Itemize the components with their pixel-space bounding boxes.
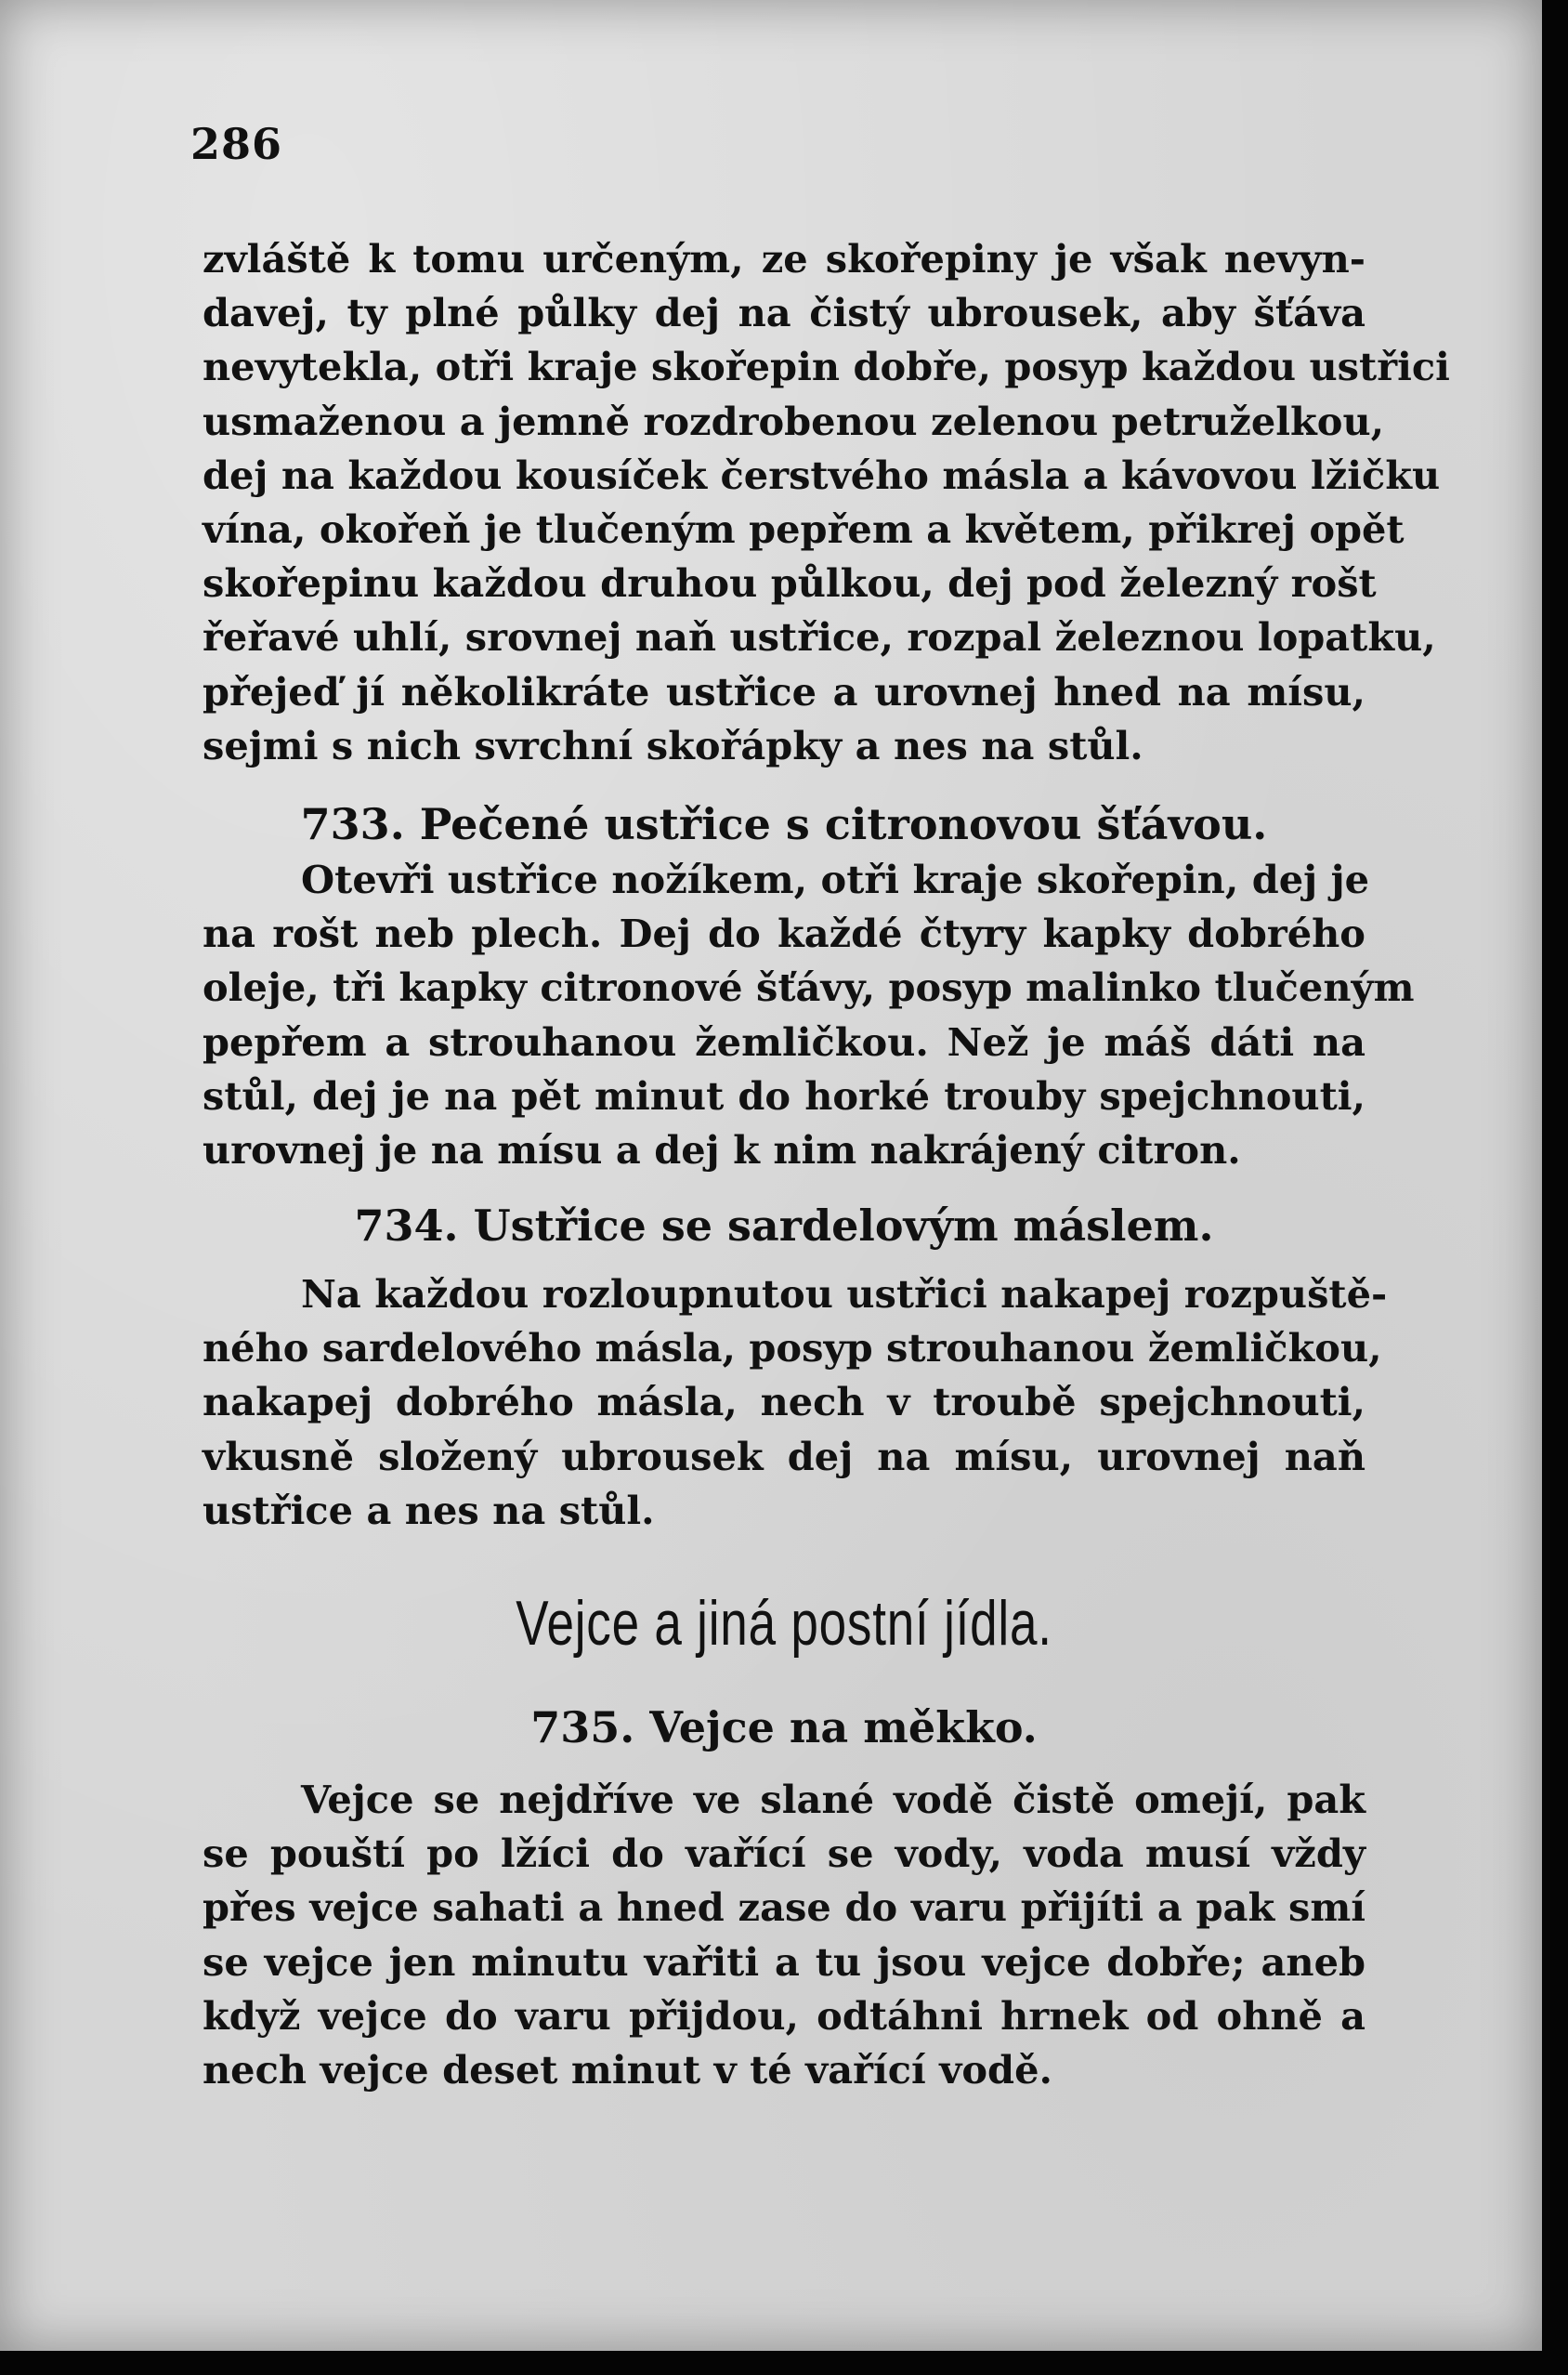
text-line: Otevři ustřice nožíkem, otři kraje skořepin, dej je xyxy=(301,857,1370,902)
text-line: sejmi s nich svrchní skořápky a nes na stůl. xyxy=(203,722,1143,768)
text-line: ného sardelového másla, posyp strouhanou žemličkou, xyxy=(203,1325,1382,1371)
text-line: řeřavé uhlí, srovnej naň ustřice, rozpal železnou lopatku, xyxy=(203,614,1436,661)
page-number: 286 xyxy=(190,119,283,169)
text-line: se vejce jen minutu vařiti a tu jsou vejce dobře; aneb xyxy=(203,1938,1365,1985)
recipe-735-paragraph xyxy=(203,1773,1365,2097)
text-line: davej, ty plné půlky dej na čistý ubrousek, aby šťáva xyxy=(203,290,1365,336)
recipe-735-heading: 735. Vejce na měkko. xyxy=(530,1702,1038,1752)
text-line: nech vejce deset minut v té vařící vodě. xyxy=(203,2047,1052,2093)
text-line: skořepinu každou druhou půlkou, dej pod železný rošt xyxy=(203,560,1377,607)
text-line: urovnej je na mísu a dej k nim nakrájený citron. xyxy=(203,1127,1241,1174)
text-line: se pouští po lžíci do vařící se vody, voda musí vždy xyxy=(203,1830,1365,1877)
intro-paragraph xyxy=(203,232,1450,773)
recipe-734-paragraph xyxy=(203,1267,1388,1538)
text-line: zvláště k tomu určeným, ze skořepiny je však nevyn- xyxy=(203,236,1365,282)
text-line: přes vejce sahati a hned zase do varu přijíti a pak smí xyxy=(203,1884,1365,1931)
scan-border-right xyxy=(1542,0,1568,2375)
recipe-733-paragraph xyxy=(203,853,1415,1177)
text-line: Na každou rozloupnutou ustřici nakapej rozpuště- xyxy=(301,1271,1388,1317)
text-line: přejeď jí několikráte ustřice a urovnej hned na mísu, xyxy=(203,668,1365,715)
text-line: nevytekla, otři kraje skořepin dobře, posyp každou ustřici xyxy=(203,344,1450,390)
text-line: usmaženou a jemně rozdrobenou zelenou petruželkou, xyxy=(203,398,1385,444)
recipe-733-heading: 733. Pečené ustřice s citronovou šťávou. xyxy=(300,799,1268,849)
text-line: Vejce se nejdříve ve slané vodě čistě omejí, pak xyxy=(301,1777,1365,1822)
text-line: nakapej dobrého másla, nech v troubě spejchnouti, xyxy=(203,1379,1365,1425)
text-line: pepřem a strouhanou žemličkou. Než je máš dáti na xyxy=(203,1018,1365,1065)
section-title: Vejce a jiná postní jídla. xyxy=(516,1588,1052,1659)
text-line: stůl, dej je na pět minut do horké trouby spejchnouti, xyxy=(203,1072,1365,1119)
text-line: dej na každou kousíček čerstvého másla a kávovou lžičku xyxy=(203,452,1441,498)
scan-border-bottom xyxy=(0,2351,1568,2375)
recipe-734-heading: 734. Ustřice se sardelovým máslem. xyxy=(354,1201,1214,1251)
text-line: když vejce do varu přijdou, odtáhni hrnek od ohně a xyxy=(203,1992,1365,2039)
text-line: vkusně složený ubrousek dej na mísu, urovnej naň xyxy=(203,1433,1365,1479)
text-line: oleje, tři kapky citronové šťávy, posyp malinko tlučeným xyxy=(203,964,1415,1011)
text-line: ustřice a nes na stůl. xyxy=(203,1487,655,1533)
text-line: na rošt neb plech. Dej do každé čtyry kapky dobrého xyxy=(203,911,1365,957)
text-line: vína, okořeň je tlučeným pepřem a květem, přikrej opět xyxy=(203,506,1405,553)
